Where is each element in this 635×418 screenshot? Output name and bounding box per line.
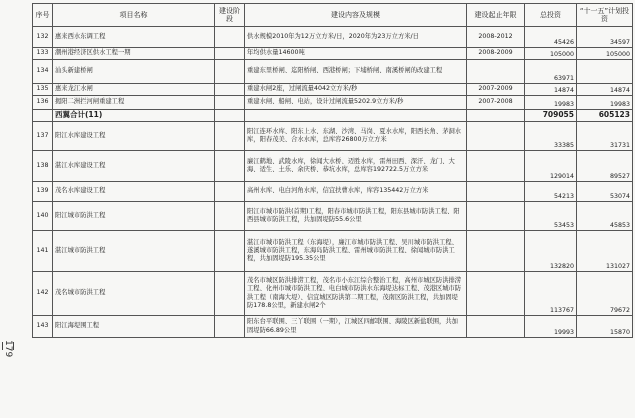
cell-stage xyxy=(215,48,245,60)
cell-plan: 14874 xyxy=(577,84,633,96)
header-total: 总投资 xyxy=(525,4,577,27)
cell-stage xyxy=(215,84,245,96)
cell-total: 709055 xyxy=(525,110,577,122)
cell-total: 19983 xyxy=(525,96,577,110)
cell-plan: 19983 xyxy=(577,96,633,110)
header-content: 建设内容及规模 xyxy=(245,4,467,27)
table-row xyxy=(33,182,633,202)
cell-content: 重建水闸2座，过闸流量4042立方米/秒 xyxy=(245,84,467,96)
cell-name: 阳江水库建设工程 xyxy=(53,122,215,151)
cell-name: 西翼合计(11) xyxy=(53,110,215,122)
cell-total: 14874 xyxy=(525,84,577,96)
cell-period xyxy=(467,316,525,338)
cell-plan xyxy=(577,60,633,84)
cell-name: 惠来西水东调工程 xyxy=(53,27,215,48)
cell-stage xyxy=(215,122,245,151)
cell-stage xyxy=(215,110,245,122)
cell-plan: 45853 xyxy=(577,202,633,231)
cell-no: 132 xyxy=(33,27,53,48)
cell-period xyxy=(467,122,525,151)
project-table xyxy=(32,3,633,338)
cell-name: 湛江水库建设工程 xyxy=(53,151,215,182)
cell-period xyxy=(467,231,525,272)
cell-name: 湛江城市防洪工程 xyxy=(53,231,215,272)
cell-total: 53453 xyxy=(525,202,577,231)
cell-content: 重建东里桥闸、迄阳桥闸、西港桥闸；下埔桥闸、南溪桥闸的改建工程 xyxy=(245,60,467,84)
cell-total: 113767 xyxy=(525,272,577,316)
header-no: 序号 xyxy=(33,4,53,27)
cell-no: 134 xyxy=(33,60,53,84)
cell-stage xyxy=(215,182,245,202)
cell-plan: 53074 xyxy=(577,182,633,202)
cell-content: 茂名市城区防洪排涝工程，茂名市小东江综合整治工程，高州市城区防洪排涝工程、化州市城市防洪工程、电白城市防洪水东海堤达标工程、茂港区城市防洪工程（南海大堤）、信宜城区防洪第二期工程，茂南区防洪工程，共加固堤防178.8公里，新建水闸2个 xyxy=(245,272,467,316)
table-row xyxy=(33,202,633,231)
cell-total: 105000 xyxy=(525,48,577,60)
header-name: 项目名称 xyxy=(53,4,215,27)
cell-content: 重建水闸、船闸、电站，设计过闸流量5202.9立方米/秒 xyxy=(245,96,467,110)
table-row xyxy=(33,231,633,272)
cell-period xyxy=(467,202,525,231)
cell-no: 135 xyxy=(33,84,53,96)
cell-period xyxy=(467,182,525,202)
cell-name: 阳江海堤围工程 xyxy=(53,316,215,338)
cell-content: 阳江连环水库、阳东上水、东湖、沙湾、马岗、夏水水库，阳西长角、茅洞水库，阳春茂美、合水水库，总库容26800万立方米 xyxy=(245,122,467,151)
cell-name: 揭阳二洲拦河闸重建工程 xyxy=(53,96,215,110)
cell-name: 汕头新建桥闸 xyxy=(53,60,215,84)
group-total-row xyxy=(33,110,633,122)
cell-name: 潮州港经济区供水工程一期 xyxy=(53,48,215,60)
cell-content: 湛江市城市防洪工程（东海堤），廉江市城市防洪工程、吴川城市防洪工程、遂溪城市防洪工程，东海岛防洪工程、雷州城市防洪工程、徐闻城市防洪工程，共加固堤防195.35公里 xyxy=(245,231,467,272)
cell-plan: 89527 xyxy=(577,151,633,182)
cell-period xyxy=(467,110,525,122)
header-stage: 建设阶段 xyxy=(215,4,245,27)
cell-stage xyxy=(215,96,245,110)
cell-stage xyxy=(215,272,245,316)
cell-total: 19993 xyxy=(525,316,577,338)
cell-no: 141 xyxy=(33,231,53,272)
cell-plan: 34597 xyxy=(577,27,633,48)
cell-content xyxy=(245,110,467,122)
cell-total: 129014 xyxy=(525,151,577,182)
cell-name: 茂名城市防洪工程 xyxy=(53,272,215,316)
cell-no xyxy=(33,110,53,122)
table-row xyxy=(33,151,633,182)
table-row xyxy=(33,84,633,96)
cell-no: 137 xyxy=(33,122,53,151)
cell-plan: 131027 xyxy=(577,231,633,272)
cell-stage xyxy=(215,27,245,48)
cell-total: 54213 xyxy=(525,182,577,202)
cell-stage xyxy=(215,316,245,338)
cell-name: 惠来龙江水闸 xyxy=(53,84,215,96)
cell-period: 2008-2012 xyxy=(467,27,525,48)
cell-content: 高州水库、电白河角水库，信宜扶曹水库，库容135442万立方米 xyxy=(245,182,467,202)
cell-content: 年均供水量14600吨 xyxy=(245,48,467,60)
table-row xyxy=(33,27,633,48)
cell-no: 139 xyxy=(33,182,53,202)
cell-name: 阳江城市防洪工程 xyxy=(53,202,215,231)
cell-period: 2007-2009 xyxy=(467,84,525,96)
header-plan: “十一五”计划投资 xyxy=(577,4,633,27)
cell-total: 45426 xyxy=(525,27,577,48)
cell-content: 阳东台平联围、三丫联围（一期），江城区四邮联围、海陵区新盐联围，共加固堤防66.89公里 xyxy=(245,316,467,338)
cell-period: 2007-2008 xyxy=(467,96,525,110)
cell-no: 143 xyxy=(33,316,53,338)
cell-no: 138 xyxy=(33,151,53,182)
cell-total: 132820 xyxy=(525,231,577,272)
cell-plan: 79672 xyxy=(577,272,633,316)
page-number: 179 xyxy=(3,340,13,358)
table-row xyxy=(33,48,633,60)
cell-content: 供水规模2010年为12万立方米/日，2020年为23万立方米/日 xyxy=(245,27,467,48)
cell-plan: 31731 xyxy=(577,122,633,151)
cell-plan: 105000 xyxy=(577,48,633,60)
cell-period: 2008-2009 xyxy=(467,48,525,60)
cell-period xyxy=(467,272,525,316)
cell-stage xyxy=(215,60,245,84)
table-row xyxy=(33,60,633,84)
cell-content: 阳江市城市防洪(首期)工程，阳春市城市防洪工程，阳东县城市防洪工程、阳西县城市防洪工程，共加固堤防55.6公里 xyxy=(245,202,467,231)
cell-plan: 15870 xyxy=(577,316,633,338)
cell-total: 63971 xyxy=(525,60,577,84)
cell-content: 廉江鹤地、武陵水库，徐闻大水桥、迈胜水库，雷州田西、深汗、龙门、大海、适生、土乐、余庆桥、恭坑水库，总库容192722.5万立方米 xyxy=(245,151,467,182)
cell-name: 茂名水库建设工程 xyxy=(53,182,215,202)
table-row xyxy=(33,316,633,338)
cell-total: 33385 xyxy=(525,122,577,151)
cell-no: 142 xyxy=(33,272,53,316)
table-header xyxy=(33,4,633,27)
cell-no: 133 xyxy=(33,48,53,60)
table-row xyxy=(33,96,633,110)
cell-period xyxy=(467,60,525,84)
table-row xyxy=(33,272,633,316)
cell-no: 136 xyxy=(33,96,53,110)
header-period: 建设起止年限 xyxy=(467,4,525,27)
cell-period xyxy=(467,151,525,182)
table-row xyxy=(33,122,633,151)
cell-stage xyxy=(215,231,245,272)
cell-no: 140 xyxy=(33,202,53,231)
cell-stage xyxy=(215,151,245,182)
cell-stage xyxy=(215,202,245,231)
cell-plan: 605123 xyxy=(577,110,633,122)
